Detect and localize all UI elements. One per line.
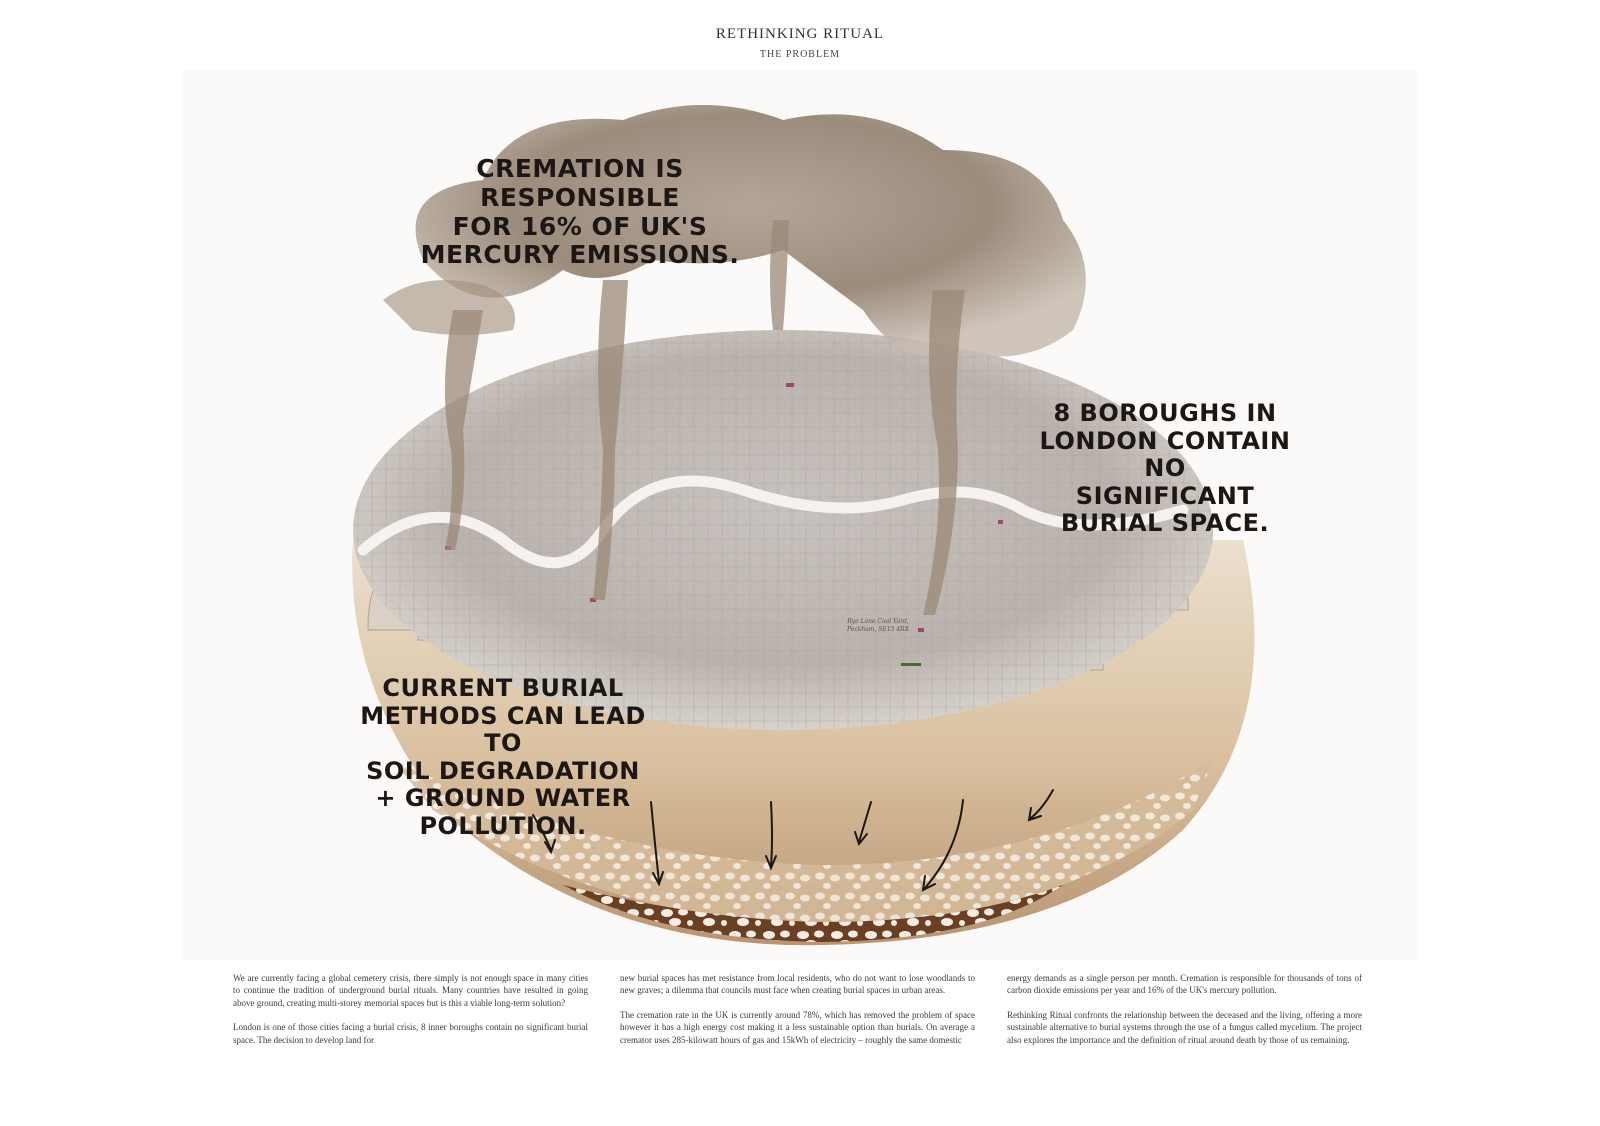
paragraph: energy demands as a single person per month. Cremation is responsible for thousands of tons of carbon dioxide emissions per year and 16% of the UK's mercury pollution. [1007,973,1362,996]
paragraph: Rethinking Ritual confronts the relationship between the deceased and the living, offering a more sustainable alternative to burial systems through the use of a fungus called mycelium. The project also explores the importance and the definition of ritual around death by those of us remaining. [1007,1009,1362,1045]
paragraph: new burial spaces has met resistance from local residents, who do not want to lose woodlands to new graves; a dilemma that councils must face when creating burial spaces in urban areas. [620,973,975,996]
annotation-burial-methods: CURRENT BURIAL METHODS CAN LEAD TO SOIL DEGRADATION + GROUND WATER POLLUTION. [360,674,646,840]
annotation-boroughs: 8 BOROUGHS IN LONDON CONTAIN NO SIGNIFICANT BURIAL SPACE. [1039,399,1291,538]
paragraph: We are currently facing a global cemetery crisis, there simply is not enough space in many cities to continue the tradition of underground burial rituals. Many countries have resulted in going above ground, creating multi-storey memorial spaces but is this a viable long-term solution? [233,973,588,1008]
text-column-3 [1007,972,1362,1058]
text-column-1 [233,972,588,1058]
page-header [0,26,1600,60]
text-column-2 [620,972,975,1058]
body-text [233,972,1373,1058]
map-location-label: Rye Lane Coal Yard, Peckham, SE15 4RX [847,618,909,633]
annotation-cremation: CREMATION IS RESPONSIBLE FOR 16% OF UK'S MERCURY EMISSIONS. [420,154,740,270]
page-title: RETHINKING RITUAL [715,26,885,42]
peckham-marker [901,663,921,666]
paragraph: The cremation rate in the UK is currently around 78%, which has removed the problem of space however it has a high energy cost making it a less sustainable option than burials. On average a cremator uses 285-kilowatt hours of gas and 15kWh of electricity – roughly the same domestic [620,1009,975,1045]
paragraph: London is one of those cities facing a burial crisis, 8 inner boroughs contain no significant burial space. The decision to develop land for [233,1022,588,1045]
page-subtitle: THE PROBLEM [759,49,841,60]
